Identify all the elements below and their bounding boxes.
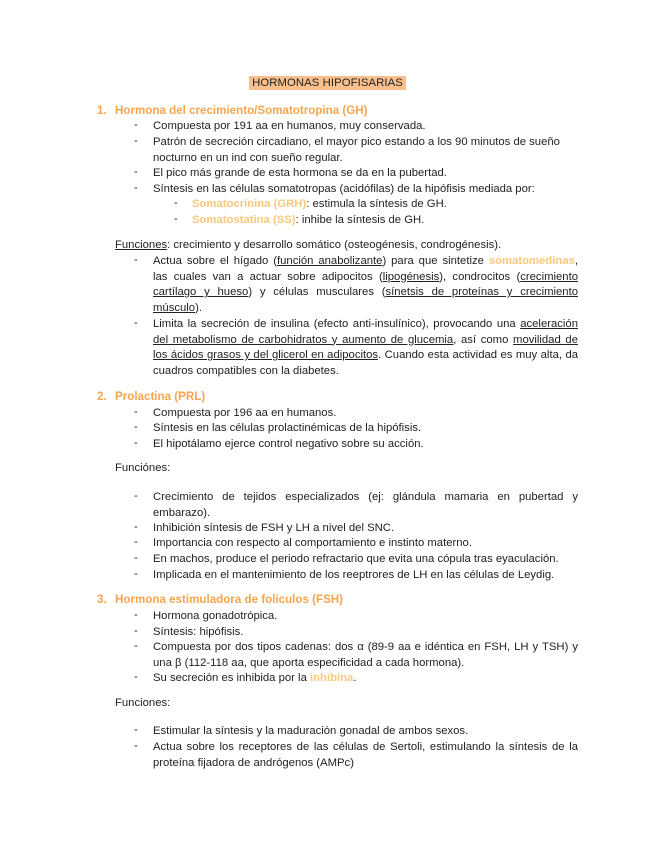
prl-bullet-2: Síntesis en las células prolactinémicas de la hipófisis. — [153, 422, 422, 434]
section-heading-fsh: 3. Hormona estimuladora de folículos (FSH) — [97, 593, 344, 606]
bullet-dash: - — [134, 182, 138, 194]
bullet-dash: - — [134, 521, 138, 533]
prl-bullet-1: Compuesta por 196 aa en humanos. — [153, 407, 337, 419]
prl-funcion-1: Crecimiento de tejidos especializados (ej: glándula mamaria en pubertad y embarazo). — [153, 491, 578, 519]
sub-bullet-dash: - — [174, 197, 178, 209]
bullet-dash: - — [134, 490, 138, 502]
fsh-funcion-2: Actua sobre los receptores de las células de Sertoli, estimulando la síntesis de la proteína fijadora de andrógenos (AMPc) — [153, 741, 578, 769]
bullet-dash: - — [134, 568, 138, 580]
bullet-dash: - — [134, 437, 138, 449]
bullet-dash: - — [134, 740, 138, 752]
gh-bullet-4: Síntesis en las células somatotropas (acidófilas) de la hipófisis mediada por: — [153, 183, 535, 195]
section-heading-prl: 2. Prolactina (PRL) — [97, 390, 206, 403]
gh-bullet-1: Compuesta por 191 aa en humanos, muy conservada. — [153, 120, 426, 132]
bullet-dash: - — [134, 317, 138, 329]
document-title: HORMONAS HIPOFISARIAS — [0, 77, 655, 89]
fsh-bullet-2: Síntesis: hipófisis. — [153, 626, 244, 638]
fsh-bullet-3: Compuesta por dos tipos cadenas: dos α (89-9 aa e idéntica en FSH, LH y TSH) y una β (112-118 aa, que aporta especificidad a cada hormona). — [153, 641, 578, 669]
prl-funciones-label: Funciónes: — [115, 462, 171, 474]
bullet-dash: - — [134, 625, 138, 637]
bullet-dash: - — [134, 254, 138, 266]
section-heading-gh: 1. Hormona del crecimiento/Somatotropina (GH) — [97, 104, 368, 117]
sub-bullet-dash: - — [174, 213, 178, 225]
bullet-dash: - — [134, 135, 138, 147]
gh-bullet-2: Patrón de secreción circadiano, el mayor pico estando a los 90 minutos de sueño nocturno en un ind con sueño regular. — [153, 136, 560, 164]
fsh-bullet-1: Hormona gonadotrópica. — [153, 610, 278, 622]
fsh-funcion-1: Estimular la síntesis y la maduración gonadal de ambos sexos. — [153, 725, 469, 737]
gh-bullet-3: El pico más grande de esta hormona se da en la pubertad. — [153, 167, 447, 179]
bullet-dash: - — [134, 724, 138, 736]
bullet-dash: - — [134, 119, 138, 131]
bullet-dash: - — [134, 536, 138, 548]
bullet-dash: - — [134, 552, 138, 564]
bullet-dash: - — [134, 166, 138, 178]
bullet-dash: - — [134, 671, 138, 683]
prl-bullet-3: El hipotálamo ejerce control negativo sobre su acción. — [153, 438, 424, 450]
prl-funcion-4: En machos, produce el periodo refractario que evita una cópula tras eyaculación. — [153, 553, 559, 565]
gh-funciones-line: Funciones: crecimiento y desarrollo somático (osteogénesis, condrogénesis). — [115, 239, 502, 251]
bullet-dash: - — [134, 406, 138, 418]
fsh-bullet-4: Su secreción es inhibida por la inhibina. — [153, 672, 357, 684]
gh-sub-bullet-ss: Somatostatina (SS): inhibe la síntesis de GH. — [192, 214, 425, 226]
prl-funcion-5: Implicada en el mantenimiento de los reeptrores de LH en las células de Leydig. — [153, 569, 555, 581]
gh-funcion-2: Limita la secreción de insulina (efecto anti-insulínico), provocando una aceleración del metabolismo de carbohidratos y aumento de glucemia, así como movilidad de los ácidos grasos y del glicerol en adipocitos. Cuando esta actividad es muy alta, da cuadros compatibles con la diabetes. — [153, 318, 579, 377]
bullet-dash: - — [134, 609, 138, 621]
prl-funcion-3: Importancia con respecto al comportamiento e instinto materno. — [153, 537, 472, 549]
bullet-dash: - — [134, 640, 138, 652]
gh-sub-bullet-grh: Somatocrinina (GRH): estimula la síntesis de GH. — [192, 198, 447, 210]
gh-funcion-1: Actua sobre el hígado (función anabolizante) para que sintetize somatomedinas, las cuales van a actuar sobre adipocitos (lipogénesis), condrocitos (crecimiento cartílago y hueso) y células musculares (sínetsis de proteínas y crecimiento músculo). — [153, 255, 578, 314]
fsh-funciones-label: Funciones: — [115, 697, 171, 709]
prl-funcion-2: Inhibición síntesis de FSH y LH a nivel del SNC. — [153, 522, 395, 534]
bullet-dash: - — [134, 421, 138, 433]
